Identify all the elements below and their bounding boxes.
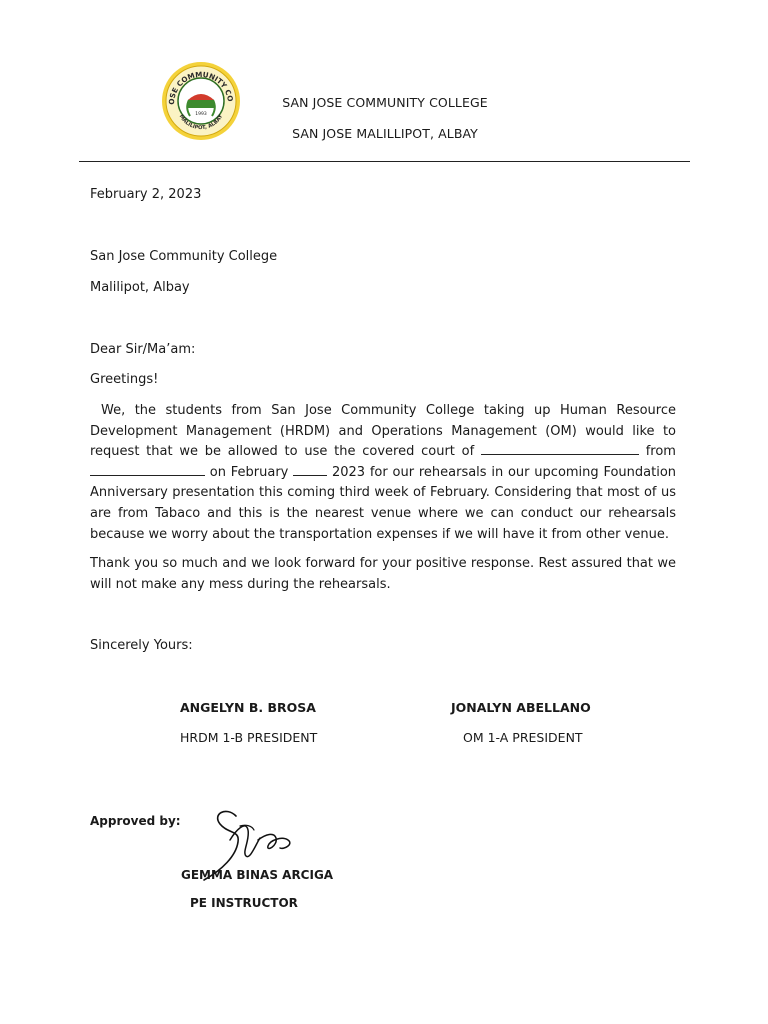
recipient-line-1: San Jose Community College bbox=[90, 249, 278, 264]
college-address: SAN JOSE MALILLIPOT, ALBAY bbox=[292, 126, 478, 141]
body-paragraph-1 bbox=[90, 401, 676, 545]
recipient-line-2: Malilipot, Albay bbox=[90, 280, 190, 295]
body-p1-part-b: from bbox=[645, 444, 676, 460]
salutation: Dear Sir/Ma’am: bbox=[90, 342, 196, 357]
seal-year: 1993 bbox=[195, 112, 207, 117]
closing: Sincerely Yours: bbox=[90, 638, 193, 653]
signatory-1-name: ANGELYN B. BROSA bbox=[180, 700, 316, 715]
body-paragraph-2: Thank you so much and we look forward for your positive response. Rest assured that we will not make any mess during the rehearsals. bbox=[90, 556, 676, 592]
day-blank bbox=[293, 463, 327, 476]
seal-text-bottom: MALILIPOT, ALBAY bbox=[177, 113, 225, 132]
body-p1-part-a: We, the students from San Jose Community College taking up Human Resource Development Management (HRDM) and Operations Management (OM) would like to request that we be allowed to use the covered court of bbox=[90, 403, 676, 460]
signatory-2-name: JONALYN ABELLANO bbox=[451, 700, 591, 715]
signatory-1-position: HRDM 1-B PRESIDENT bbox=[180, 730, 318, 745]
approver-position: PE INSTRUCTOR bbox=[190, 896, 298, 910]
court-name-blank bbox=[481, 442, 639, 455]
letter-date: February 2, 2023 bbox=[90, 187, 202, 202]
college-seal-logo bbox=[160, 60, 242, 142]
seal-emblem bbox=[160, 60, 242, 142]
body-p1-part-c: on February bbox=[209, 464, 289, 480]
body-p1-part-d: 2023 for our rehearsals in our upcoming Foundation Anniversary presentation this coming third week of February. Considering that most of us are from Tabaco and this is the nearest venue where we can conduct our rehearsals because we worry about the transportation expenses if we will have it from other venue. bbox=[90, 464, 677, 542]
greeting: Greetings! bbox=[90, 372, 159, 387]
time-range-blank bbox=[90, 463, 205, 476]
seal-text-top: OSE COMMUNITY CO bbox=[166, 69, 235, 106]
header-divider bbox=[79, 161, 690, 162]
college-name: SAN JOSE COMMUNITY COLLEGE bbox=[282, 95, 488, 110]
signatory-2-position: OM 1-A PRESIDENT bbox=[463, 730, 583, 745]
approver-name: GEMMA BINAS ARCIGA bbox=[181, 868, 334, 882]
approved-by-label: Approved by: bbox=[90, 814, 181, 828]
